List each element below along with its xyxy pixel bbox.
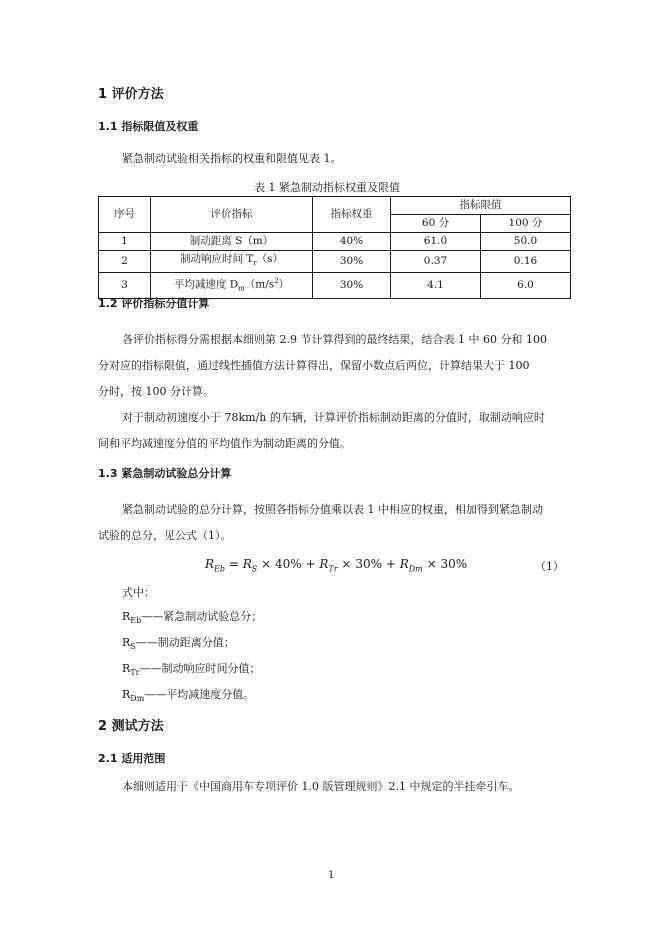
def-symbol: R xyxy=(122,636,131,649)
cell-weight: 30% xyxy=(313,251,391,273)
plus-sign: + xyxy=(305,557,316,571)
table-row xyxy=(99,233,571,251)
section-2-1-para: 本细则适用于《中国商用车专项评价 1.0 版管理规则》2.1 中规定的半挂牵引车。 xyxy=(122,780,520,793)
formula-term-3-weight: 30% xyxy=(440,557,468,571)
indicator-unit: （s） xyxy=(256,253,284,265)
table-header-row xyxy=(99,197,571,215)
cell-limit-100: 50.0 xyxy=(481,233,571,251)
formula-term-1-sub: S xyxy=(251,564,258,574)
def-text: ——制动响应时间分值； xyxy=(139,662,261,675)
section-1-3-para-line-1: 紧急制动试验的总分计算，按照各指标分值乘以表 1 中相应的权重，相加得到紧急制动 xyxy=(122,503,543,516)
cell-limit-100: 6.0 xyxy=(481,273,571,299)
times-sign: × xyxy=(341,557,352,571)
indicator-table xyxy=(98,196,571,299)
def-text: ——紧急制动试验总分； xyxy=(141,610,263,623)
formula-term-1-weight: 40% xyxy=(274,557,302,571)
def-symbol: R xyxy=(122,662,131,675)
indicator-text: 平均减速度 D xyxy=(173,278,239,291)
formula-term-2-sub: Tr xyxy=(328,564,338,574)
indicator-unit-end: ） xyxy=(278,278,290,291)
section-1-2-heading: 1.2 评价指标分值计算 xyxy=(98,297,210,310)
cell-no: 1 xyxy=(99,233,151,251)
formula-term-3-sub: Dm xyxy=(408,564,423,574)
indicator-text: 制动响应时间 T xyxy=(179,253,254,265)
section-1-1-intro: 紧急制动试验相关指标的权重和限值见表 1。 xyxy=(122,152,342,165)
header-weight: 指标权重 xyxy=(313,197,391,233)
header-score-60: 60 分 xyxy=(391,215,481,233)
def-subscript: S xyxy=(130,642,136,652)
cell-indicator xyxy=(151,251,313,273)
section-1-heading: 1 评价方法 xyxy=(98,87,164,102)
section-1-2-para-2-line-2: 间和平均减速度分值的平均值作为制动距离的分值。 xyxy=(98,437,351,450)
times-sign: × xyxy=(426,557,437,571)
section-1-2-para-2-line-1: 对于制动初速度小于 78km/h 的车辆，计算评价指标制动距离的分值时，取制动响应时 xyxy=(122,411,545,424)
cell-weight: 40% xyxy=(313,233,391,251)
def-subscript: Eb xyxy=(130,616,142,626)
formula-term-3: R xyxy=(399,557,409,571)
page-number: 1 xyxy=(328,870,335,881)
cell-weight: 30% xyxy=(313,273,391,299)
formula-term-1: R xyxy=(242,557,252,571)
cell-indicator: 制动距离 S（m） xyxy=(151,233,313,251)
def-subscript: Tr xyxy=(130,668,140,678)
cell-limit-60: 4.1 xyxy=(391,273,481,299)
cell-limit-60: 0.37 xyxy=(391,251,481,273)
cell-no: 3 xyxy=(99,273,151,299)
indicator-subscript: r xyxy=(253,259,257,268)
def-symbol: R xyxy=(122,610,131,623)
cell-no: 2 xyxy=(99,251,151,273)
def-text: ——制动距离分值； xyxy=(135,636,235,649)
indicator-superscript: 2 xyxy=(274,277,279,286)
indicator-unit: （m/s xyxy=(244,278,275,291)
def-subscript: Dm xyxy=(130,694,145,704)
def-symbol: R xyxy=(122,688,131,701)
table-1-caption: 表 1 紧急制动指标权重及限值 xyxy=(254,181,400,194)
cell-limit-100: 0.16 xyxy=(481,251,571,273)
header-no: 序号 xyxy=(99,197,151,233)
section-1-2-para-1-line-1: 各评价指标得分需根据本细则第 2.9 节计算得到的最终结果，结合表 1 中 60 分和 100 xyxy=(122,333,547,346)
formula-term-2: R xyxy=(319,557,329,571)
header-score-100: 100 分 xyxy=(481,215,571,233)
formula-lhs-sub: Eb xyxy=(214,564,226,574)
section-1-2-para-1-line-2: 分对应的指标限值，通过线性插值方法计算得出，保留小数点后两位，计算结果大于 100 xyxy=(98,359,530,372)
indicator-subscript: m xyxy=(238,284,245,293)
section-1-3-heading: 1.3 紧急制动试验总分计算 xyxy=(98,467,232,480)
formula-number: （1） xyxy=(535,560,564,573)
header-indicator: 评价指标 xyxy=(151,197,313,233)
section-1-3-para-line-2: 试验的总分，见公式（1）。 xyxy=(98,529,232,542)
section-2-heading: 2 测试方法 xyxy=(98,719,164,734)
section-2-1-heading: 2.1 适用范围 xyxy=(98,752,166,765)
header-limit: 指标限值 xyxy=(391,197,571,215)
cell-limit-60: 61.0 xyxy=(391,233,481,251)
definition-item xyxy=(122,682,254,712)
formula-term-2-weight: 30% xyxy=(355,557,382,571)
section-1-1-heading: 1.1 指标限值及权重 xyxy=(98,120,199,133)
section-1-2-para-1-line-3: 分时，按 100 分计算。 xyxy=(98,385,214,398)
times-sign: × xyxy=(261,557,272,571)
formula-lhs: R xyxy=(205,557,215,571)
def-text: ——平均减速度分值。 xyxy=(144,688,255,701)
plus-sign: + xyxy=(385,557,396,571)
formula-1 xyxy=(205,557,467,573)
table-row xyxy=(99,251,571,273)
where-label: 式中： xyxy=(122,586,155,599)
equals-sign: = xyxy=(228,557,239,571)
